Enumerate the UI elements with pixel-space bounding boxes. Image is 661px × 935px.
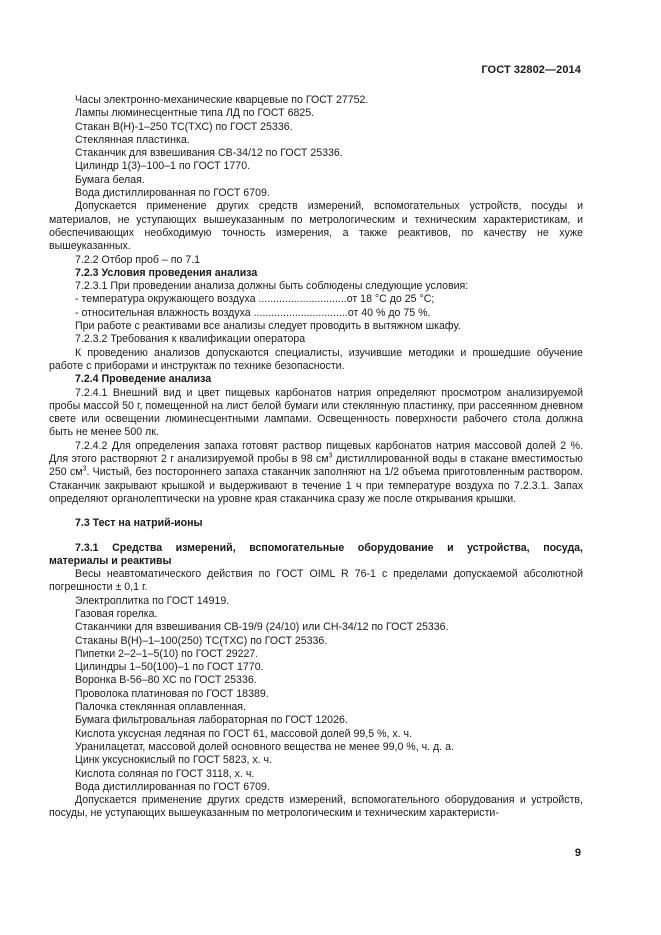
- standard-designation: ГОСТ 32802—2014: [481, 64, 581, 76]
- equipment-item: Пипетки 2–2–1–5(10) по ГОСТ 29227.: [75, 647, 259, 660]
- section-7-3-1-title-line1: 7.3.1 Средства измерений, вспомогательные оборудование и устройства, посуда,: [75, 541, 583, 554]
- reagent-item: Кислота соляная по ГОСТ 3118, х. ч.: [75, 767, 255, 780]
- equipment-item: Цилиндр 1(3)–100–1 по ГОСТ 1770.: [75, 160, 251, 173]
- substitution-paragraph: Допускается применение других средств измерений, вспомогательных устройств, посуды и материалов, не уступающих вышеуказанным по метрологическим и техническим характеристикам, и обеспечивающих необходимую точность измерения, а также реактивов, по качеству не хуже вышеуказанных.: [49, 200, 583, 253]
- superscript-3: 3: [82, 465, 87, 473]
- operator-qualification: К проведению анализов допускаются специалисты, изучившие методики и прошедшие обучение работе с приборами и инструктаж по технике безопасности.: [49, 346, 583, 372]
- condition-temperature: - температура окружающего воздуха ..............................от 18 °С до 25 °С;: [75, 293, 435, 306]
- reagent-item: Уранилацетат, массовой долей основного вещества не менее 99,0 %, ч. д. а.: [75, 740, 454, 753]
- odor-text-part3: . Чистый, без постороннего запаха стаканчик заполняют на 1/2 объема приготовленным раствором. Стаканчик закрывают крышкой и выдерживают в течение 1 ч при температуре воздуха по 7.2.3.1. Запах определяют органолептически на уровне края стаканчика сразу же после открывания крышки.: [49, 466, 583, 505]
- fume-hood-note: При работе с реактивами все анализы следует проводить в вытяжном шкафу.: [75, 320, 461, 333]
- section-7-2-4-1: 7.2.4.1 Внешний вид и цвет пищевых карбонатов натрия определяют просмотром анализируемой пробы массой 50 г, помещенной на лист белой бумаги или стеклянную пластинку, при рассеянном дневном свете или освещении люминесцентными лампами. Освещенность поверхности рабочего стола должна быть не менее 500 лк.: [49, 386, 583, 439]
- reagent-item: Вода дистиллированная по ГОСТ 6709.: [75, 780, 270, 793]
- equipment-item: Палочка стеклянная оплавленная.: [75, 701, 246, 714]
- reagent-item: Цинк уксуснокислый по ГОСТ 5823, х. ч.: [75, 754, 273, 767]
- section-7-2-4-title: 7.2.4 Проведение анализа: [75, 373, 212, 386]
- equipment-item: Электроплитка по ГОСТ 14919.: [75, 594, 230, 607]
- odor-text-part1: 7.2.4.2 Для определения запаха готовят раствор пищевых карбонатов натрия массовой долей 2 %. Для этого растворяют 2 г анализируемой пробы в 98 см: [49, 439, 583, 466]
- equipment-item: Проволока платиновая по ГОСТ 18389.: [75, 687, 269, 700]
- document-body: [49, 94, 583, 821]
- page-number: 9: [574, 847, 581, 859]
- equipment-item: Воронка В-56–80 ХС по ГОСТ 25336.: [75, 674, 257, 687]
- equipment-item: Часы электронно-механические кварцевые по ГОСТ 27752.: [75, 94, 369, 106]
- section-7-3-1-title-line2: материалы и реактивы: [49, 554, 172, 567]
- scales-item: Весы неавтоматического действия по ГОСТ OIML R 76-1 с пределами допускаемой абсолютной погрешности ± 0,1 г.: [49, 568, 583, 594]
- equipment-item: Стеклянная пластинка.: [75, 133, 190, 146]
- section-7-3-title: 7.3 Тест на натрий-ионы: [75, 517, 203, 530]
- condition-humidity: - относительная влажность воздуха ................................от 40 % до 75 %.: [75, 306, 431, 319]
- substitution-paragraph-2: Допускается применение других средств измерений, вспомогательного оборудования и устройств, посуды, не уступающих вышеуказанным по метрологическим и техническим характеристи-: [49, 794, 583, 820]
- odor-text-part2: дистиллированной воды в стакане вместимостью 250 см: [49, 453, 583, 479]
- equipment-item: Лампы люминесцентные типа ЛД по ГОСТ 6825.: [75, 107, 315, 120]
- equipment-item: Вода дистиллированная по ГОСТ 6709.: [75, 187, 270, 200]
- equipment-item: Цилиндры 1–50(100)–1 по ГОСТ 1770.: [75, 661, 264, 674]
- equipment-item: Стаканы В(Н)–1–100(250) ТС(ТХС) по ГОСТ 25336.: [75, 634, 328, 647]
- superscript-3: 3: [328, 452, 333, 460]
- equipment-item: Бумага белая.: [75, 173, 145, 186]
- section-7-2-4-2: [49, 440, 583, 506]
- equipment-item: Стаканчик для взвешивания СВ-34/12 по ГОСТ 25336.: [75, 147, 343, 160]
- section-7-2-3-title: 7.2.3 Условия проведения анализа: [75, 266, 258, 279]
- equipment-item: Газовая горелка.: [75, 607, 158, 620]
- section-7-2-3-2: 7.2.3.2 Требования к квалификации оператора: [75, 333, 306, 346]
- reagent-item: Кислота уксусная ледяная по ГОСТ 61, массовой долей 99,5 %, х. ч.: [75, 727, 413, 740]
- equipment-item: Стаканчики для взвешивания СВ-19/9 (24/10) или СН-34/12 по ГОСТ 25336.: [75, 621, 449, 634]
- section-7-2-3-1: 7.2.3.1 При проведении анализа должны быть соблюдены следующие условия:: [75, 280, 469, 293]
- equipment-item: Бумага фильтровальная лабораторная по ГОСТ 12026.: [75, 714, 348, 727]
- equipment-item: Стакан В(Н)-1–250 ТС(ТХС) по ГОСТ 25336.: [75, 120, 293, 133]
- section-7-2-2: 7.2.2 Отбор проб – по 7.1: [75, 253, 201, 266]
